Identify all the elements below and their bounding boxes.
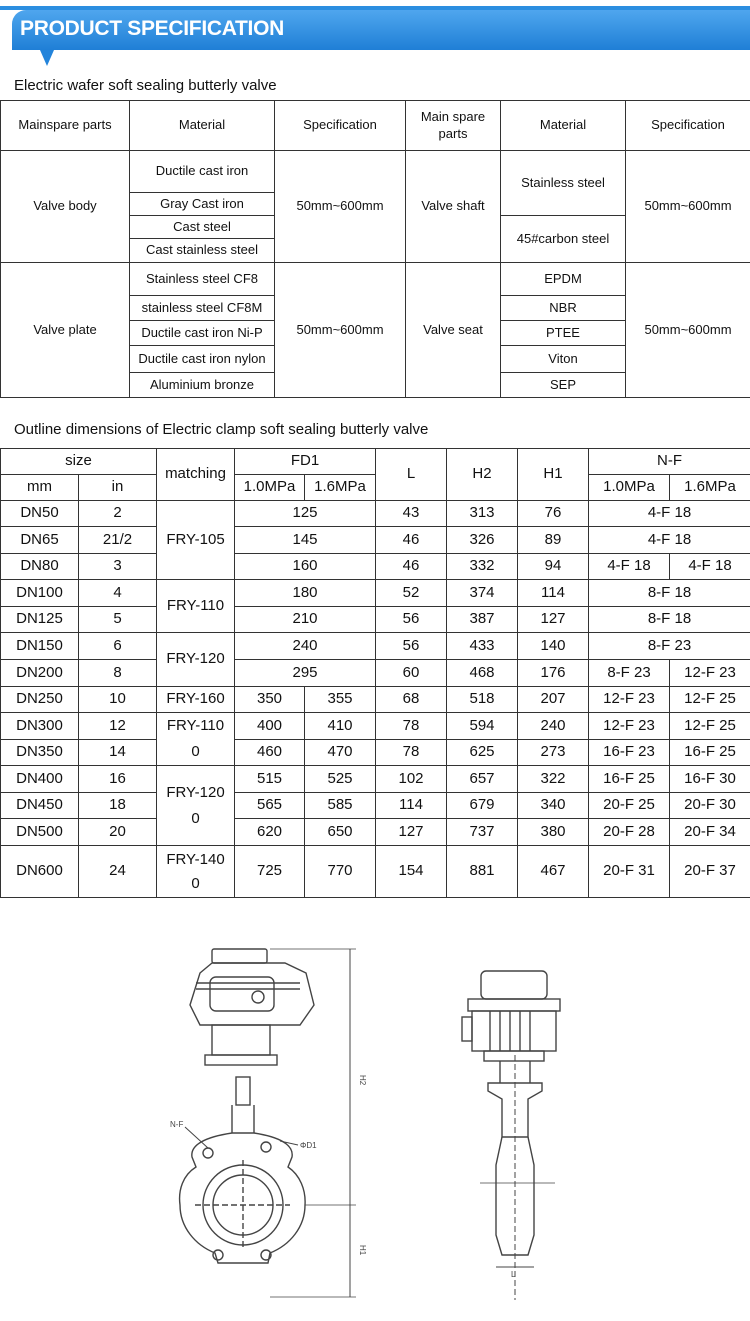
table-row [1, 687, 750, 713]
h2-cell: 625 [447, 740, 518, 766]
table-row [1, 501, 750, 527]
fd1-cell: 240 [235, 633, 376, 660]
bolt-hole [261, 1142, 271, 1152]
nf-cell: 4-F 18 [589, 527, 750, 554]
spec-material-cell: Ductile cast iron [130, 151, 275, 193]
size-header: size [1, 449, 157, 475]
matching-cell [157, 713, 235, 766]
nf-cell: 12-F 25 [670, 687, 750, 713]
nf-cell: 12-F 23 [589, 687, 670, 713]
h2-cell: 387 [447, 607, 518, 633]
h2-cell: 657 [447, 766, 518, 793]
side-actuator-fins [490, 1011, 530, 1051]
h1-cell: 140 [518, 633, 589, 660]
l-cell: 154 [376, 846, 447, 898]
mm-cell: DN200 [1, 660, 79, 687]
spec-header-cell: Main spare parts [406, 101, 501, 151]
h2-cell: 881 [447, 846, 518, 898]
page-title: PRODUCT SPECIFICATION [20, 17, 284, 40]
d1-leader [280, 1141, 298, 1145]
in-cell: 24 [79, 846, 157, 898]
nf-1-6mpa-header: 1.6MPa [670, 475, 750, 501]
in-cell: 5 [79, 607, 157, 633]
in-cell: 8 [79, 660, 157, 687]
table-row [1, 580, 750, 607]
h2-cell: 326 [447, 527, 518, 554]
matching-label: FRY-105 [166, 530, 225, 548]
h1-cell: 322 [518, 766, 589, 793]
fd1-cell: 620 [235, 819, 305, 846]
table-row [1, 713, 750, 740]
spec-material-cell: Cast stainless steel [130, 239, 275, 263]
h1-cell: 176 [518, 660, 589, 687]
in-cell: 16 [79, 766, 157, 793]
matching-label: FRY-110 [166, 717, 225, 734]
mounting-flange [205, 1055, 277, 1065]
l-cell: 43 [376, 501, 447, 527]
spec-material-cell: PTEE [501, 321, 626, 346]
in-cell: 4 [79, 580, 157, 607]
spec-row [1, 151, 750, 193]
h1-cell: 380 [518, 819, 589, 846]
dimensions-section-title: Outline dimensions of Electric clamp soft sealing butterly valve [14, 421, 429, 438]
table-row [1, 819, 750, 846]
fd1-cell: 295 [235, 660, 376, 687]
h1-cell: 76 [518, 501, 589, 527]
table-row [1, 660, 750, 687]
in-cell: 3 [79, 554, 157, 580]
fd1-cell: 470 [305, 740, 376, 766]
matching-cell [157, 766, 235, 846]
valve-neck [232, 1105, 254, 1133]
spec-material-cell: NBR [501, 296, 626, 321]
fd1-cell: 515 [235, 766, 305, 793]
side-actuator-top [481, 971, 547, 999]
nf-cell: 20-F 28 [589, 819, 670, 846]
spec-material-cell: 45#carbon steel [501, 216, 626, 263]
matching-cell [157, 846, 235, 898]
fd1-cell: 180 [235, 580, 376, 607]
banner-bar [12, 10, 750, 50]
l-cell: 102 [376, 766, 447, 793]
l-cell: 60 [376, 660, 447, 687]
mm-cell: DN500 [1, 819, 79, 846]
spec-material-cell: Aluminium bronze [130, 373, 275, 398]
fd1-cell: 125 [235, 501, 376, 527]
dim-header-row [1, 449, 750, 475]
valve-outline-drawing [0, 905, 750, 1315]
mm-cell: DN400 [1, 766, 79, 793]
nf-cell: 16-F 23 [589, 740, 670, 766]
spec-material-cell: Viton [501, 346, 626, 373]
fd1-cell: 725 [235, 846, 305, 898]
fd1-header: FD1 [235, 449, 376, 475]
actuator-cap [212, 949, 267, 963]
spec-size-cell: 50mm~600mm [626, 151, 750, 263]
l-cell: 52 [376, 580, 447, 607]
matching-label: FRY-140 [166, 850, 225, 868]
nf-cell: 4-F 18 [589, 501, 750, 527]
spec-header-row [1, 101, 750, 151]
matching-cell [157, 580, 235, 633]
nf-cell: 20-F 37 [670, 846, 750, 898]
fd1-cell: 210 [235, 607, 376, 633]
bolt-hole [213, 1250, 223, 1260]
h1-cell: 89 [518, 527, 589, 554]
table-row [1, 793, 750, 819]
h2-cell: 737 [447, 819, 518, 846]
spec-table [0, 100, 750, 398]
fd1-cell: 400 [235, 713, 305, 740]
mm-header: mm [1, 475, 79, 501]
spec-size-cell: 50mm~600mm [275, 151, 406, 263]
nf-cell: 16-F 30 [670, 766, 750, 793]
l-cell: 78 [376, 713, 447, 740]
h2-cell: 374 [447, 580, 518, 607]
matching-cell [157, 687, 235, 713]
nf-cell: 4-F 18 [670, 554, 750, 580]
actuator-knob [252, 991, 264, 1003]
matching-cell [157, 633, 235, 687]
fd1-cell: 350 [235, 687, 305, 713]
actuator-base [212, 1025, 270, 1055]
h1-cell: 240 [518, 713, 589, 740]
spec-material-cell: Ductile cast iron Ni-P [130, 321, 275, 346]
matching-label: FRY-120 [166, 783, 225, 801]
h1-cell: 207 [518, 687, 589, 713]
dimensions-table [0, 448, 750, 898]
spec-part-cell: Valve body [1, 151, 130, 263]
table-row [1, 846, 750, 898]
h1-cell: 273 [518, 740, 589, 766]
mm-cell: DN250 [1, 687, 79, 713]
spec-part-cell: Valve plate [1, 263, 130, 398]
l-cell: 127 [376, 819, 447, 846]
l-cell: 68 [376, 687, 447, 713]
side-actuator-band [468, 999, 560, 1011]
h1-header: H1 [518, 449, 589, 501]
table-row [1, 554, 750, 580]
spec-header-cell: Material [130, 101, 275, 151]
l-label: L [511, 1270, 516, 1279]
l-cell: 46 [376, 554, 447, 580]
spec-row [1, 263, 750, 296]
nf-1-0mpa-header: 1.0MPa [589, 475, 670, 501]
spec-header-cell: Material [501, 101, 626, 151]
table-row [1, 633, 750, 660]
nf-cell: 12-F 23 [589, 713, 670, 740]
d1-label: ΦD1 [300, 1141, 317, 1150]
spec-size-cell: 50mm~600mm [275, 263, 406, 398]
fd1-cell: 525 [305, 766, 376, 793]
fd1-cell: 460 [235, 740, 305, 766]
spec-material-cell: Stainless steel [501, 151, 626, 216]
fd1-cell: 565 [235, 793, 305, 819]
nf-cell: 8-F 18 [589, 580, 750, 607]
h2-cell: 518 [447, 687, 518, 713]
spec-part-cell: Valve shaft [406, 151, 501, 263]
h2-cell: 679 [447, 793, 518, 819]
nf-cell: 8-F 23 [589, 633, 750, 660]
table-row [1, 607, 750, 633]
in-cell: 6 [79, 633, 157, 660]
spec-size-cell: 50mm~600mm [626, 263, 750, 398]
in-cell: 21/2 [79, 527, 157, 554]
l-cell: 46 [376, 527, 447, 554]
spec-header-cell: Mainspare parts [1, 101, 130, 151]
h1-label: H1 [358, 1245, 367, 1256]
h2-cell: 433 [447, 633, 518, 660]
in-cell: 18 [79, 793, 157, 819]
spec-material-cell: Stainless steel CF8 [130, 263, 275, 296]
mm-cell: DN125 [1, 607, 79, 633]
spec-section-title: Electric wafer soft sealing butterly valve [14, 77, 277, 94]
fd1-cell: 650 [305, 819, 376, 846]
fd1-1-0mpa-header: 1.0MPa [235, 475, 305, 501]
table-row [1, 740, 750, 766]
nf-cell: 16-F 25 [670, 740, 750, 766]
nf-cell: 4-F 18 [589, 554, 670, 580]
h1-cell: 127 [518, 607, 589, 633]
section-banner [0, 0, 750, 70]
nf-cell: 20-F 31 [589, 846, 670, 898]
matching-label: FRY-160 [166, 690, 225, 708]
mm-cell: DN450 [1, 793, 79, 819]
matching-header: matching [157, 449, 235, 501]
nf-cell: 12-F 25 [670, 713, 750, 740]
mm-cell: DN50 [1, 501, 79, 527]
in-header: in [79, 475, 157, 501]
matching-label: FRY-110 [166, 596, 225, 614]
fd1-cell: 355 [305, 687, 376, 713]
mm-cell: DN600 [1, 846, 79, 898]
actuator-housing [190, 963, 314, 1025]
side-actuator-body [472, 1011, 556, 1051]
h1-cell: 94 [518, 554, 589, 580]
l-header: L [376, 449, 447, 501]
l-cell: 56 [376, 607, 447, 633]
actuator-ribs [196, 983, 300, 989]
side-actuator-knob [462, 1017, 472, 1041]
banner-pointer [40, 50, 54, 66]
table-row [1, 527, 750, 554]
h1-cell: 467 [518, 846, 589, 898]
fd1-1-6mpa-header: 1.6MPa [305, 475, 376, 501]
spec-material-cell: Ductile cast iron nylon [130, 346, 275, 373]
side-view [462, 971, 560, 1300]
nf-label: N-F [170, 1120, 184, 1129]
spec-material-cell: EPDM [501, 263, 626, 296]
nf-cell: 20-F 30 [670, 793, 750, 819]
spec-header-cell: Specification [275, 101, 406, 151]
l-cell: 56 [376, 633, 447, 660]
nf-cell: 20-F 34 [670, 819, 750, 846]
spec-header-cell: Specification [626, 101, 750, 151]
dim-header-row [1, 475, 750, 501]
matching-cell [157, 501, 235, 580]
h2-header: H2 [447, 449, 518, 501]
nf-cell: 16-F 25 [589, 766, 670, 793]
spec-material-cell: SEP [501, 373, 626, 398]
actuator-cover [210, 977, 274, 1011]
spec-part-cell: Valve seat [406, 263, 501, 398]
spec-material-cell: Cast steel [130, 216, 275, 239]
in-cell: 12 [79, 713, 157, 740]
front-view [180, 949, 356, 1297]
fd1-cell: 770 [305, 846, 376, 898]
fd1-cell: 160 [235, 554, 376, 580]
matching-label: FRY-120 [166, 650, 225, 668]
matching-label-continued: 0 [191, 874, 200, 892]
table-row [1, 766, 750, 793]
in-cell: 2 [79, 501, 157, 527]
h2-cell: 594 [447, 713, 518, 740]
nf-cell: 12-F 23 [670, 660, 750, 687]
nf-cell: 8-F 18 [589, 607, 750, 633]
nf-cell: 20-F 25 [589, 793, 670, 819]
h2-label: H2 [358, 1075, 367, 1086]
in-cell: 10 [79, 687, 157, 713]
matching-label-continued: 0 [191, 809, 200, 827]
fd1-cell: 145 [235, 527, 376, 554]
valve-neck-top [236, 1077, 250, 1105]
fd1-cell: 410 [305, 713, 376, 740]
spec-material-cell: Gray Cast iron [130, 193, 275, 216]
l-cell: 78 [376, 740, 447, 766]
h2-cell: 332 [447, 554, 518, 580]
mm-cell: DN300 [1, 713, 79, 740]
spec-material-cell: stainless steel CF8M [130, 296, 275, 321]
mm-cell: DN80 [1, 554, 79, 580]
h2-cell: 468 [447, 660, 518, 687]
mm-cell: DN100 [1, 580, 79, 607]
bolt-hole [203, 1148, 213, 1158]
in-cell: 20 [79, 819, 157, 846]
mm-cell: DN150 [1, 633, 79, 660]
l-cell: 114 [376, 793, 447, 819]
nf-cell: 8-F 23 [589, 660, 670, 687]
h1-cell: 340 [518, 793, 589, 819]
fd1-cell: 585 [305, 793, 376, 819]
matching-label-continued: 0 [191, 743, 200, 760]
h1-cell: 114 [518, 580, 589, 607]
side-flange [484, 1051, 544, 1061]
nf-header: N-F [589, 449, 750, 475]
in-cell: 14 [79, 740, 157, 766]
h2-cell: 313 [447, 501, 518, 527]
mm-cell: DN65 [1, 527, 79, 554]
mm-cell: DN350 [1, 740, 79, 766]
